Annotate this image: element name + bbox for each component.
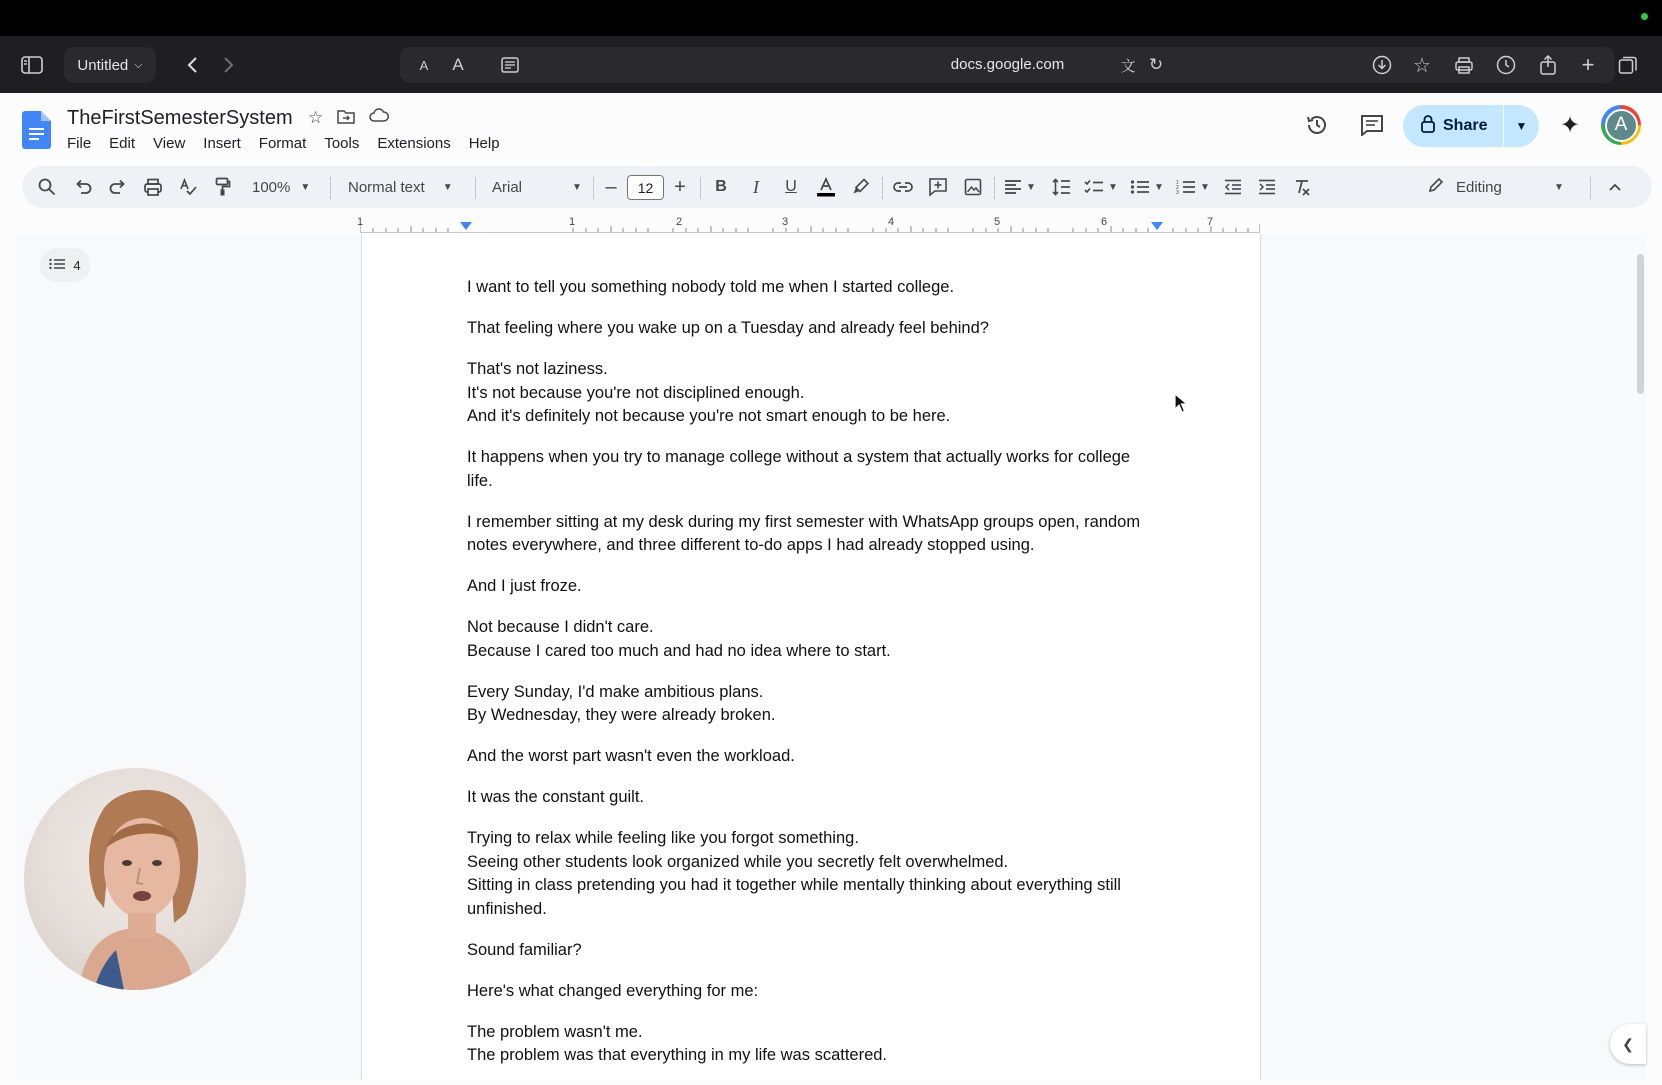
align-caret-icon: ▼ (1026, 181, 1036, 193)
doc-line: Every Sunday, I'd make ambitious plans. (467, 682, 764, 701)
underline-icon[interactable]: U (785, 178, 797, 195)
doc-paragraph[interactable] (467, 939, 1147, 963)
doc-line: And I just froze. (467, 577, 582, 595)
ruler-number: 1 (356, 216, 364, 228)
text-color-icon[interactable] (811, 166, 841, 208)
doc-line: The problem was that everything in my life was scattered. (467, 1046, 888, 1064)
docs-header (0, 93, 1662, 167)
share-label: Share (1443, 117, 1488, 134)
new-tab-icon[interactable]: + (1581, 52, 1595, 77)
gemini-spark-icon[interactable]: ✦ (1559, 111, 1581, 139)
vertical-scrollbar[interactable] (1637, 254, 1644, 394)
print-icon[interactable] (1450, 51, 1478, 79)
spellcheck-icon[interactable] (173, 166, 203, 208)
doc-line: Because I cared too much and had no idea where to start. (467, 641, 891, 660)
lock-icon (1421, 115, 1435, 138)
chevron-down-icon: ⌵ (134, 58, 143, 71)
increase-font-size-icon[interactable]: + (674, 175, 686, 198)
doc-line: By Wednesday, they were already broken. (467, 706, 776, 724)
toolbar-divider (475, 177, 476, 199)
font-smaller-button[interactable]: A (419, 57, 429, 73)
doc-line: It was the constant guilt. (467, 788, 645, 806)
left-indent-marker[interactable] (460, 222, 472, 230)
comments-icon[interactable] (1357, 110, 1387, 140)
bookmark-star-icon[interactable]: ☆ (1413, 54, 1431, 77)
doc-line: And it's definitely not because you're not smart enough to be here. (467, 407, 951, 425)
doc-paragraph[interactable] (467, 511, 1147, 558)
document-outline-button[interactable] (40, 248, 90, 282)
ruler-number: 3 (781, 216, 789, 228)
numbered-list-select[interactable] (1172, 166, 1214, 208)
menu-view[interactable]: View (153, 135, 186, 152)
paint-format-icon[interactable] (208, 166, 238, 208)
document-body[interactable] (467, 276, 1147, 1085)
forward-icon[interactable] (215, 51, 243, 79)
checklist-caret-icon: ▼ (1108, 181, 1118, 193)
doc-line: The problem wasn't me. (467, 1022, 643, 1041)
tab-group-label: Untitled (77, 56, 129, 74)
share-sheet-icon[interactable] (1534, 51, 1562, 79)
toolbar-divider (700, 177, 701, 199)
doc-paragraph[interactable] (467, 1021, 1147, 1068)
menu-file[interactable]: File (67, 135, 92, 152)
bulleted-caret-icon: ▼ (1154, 181, 1164, 193)
doc-paragraph[interactable] (467, 276, 1147, 300)
doc-paragraph[interactable] (467, 616, 1147, 663)
insert-image-icon[interactable] (958, 166, 988, 208)
toolbar-divider (330, 177, 331, 199)
paragraph-style-select[interactable] (348, 166, 453, 208)
doc-line: Trying to relax while feeling like you forgot something. (467, 829, 859, 847)
ruler-number: 7 (1206, 216, 1214, 228)
editing-mode-value: Editing (1456, 178, 1502, 196)
menu-tools[interactable]: Tools (324, 135, 360, 152)
ruler-number: 2 (675, 216, 683, 228)
doc-paragraph[interactable] (467, 786, 1147, 810)
menu-insert[interactable]: Insert (203, 135, 241, 152)
doc-paragraph[interactable] (467, 446, 1147, 493)
doc-line: It happens when you try to manage college without a system that actually works for college life. (467, 448, 1131, 490)
line-spacing-icon[interactable] (1046, 166, 1076, 208)
italic-icon[interactable]: I (753, 176, 759, 197)
editing-caret-icon: ▼ (1554, 181, 1564, 193)
doc-line: I remember sitting at my desk during my first semester with WhatsApp groups open, random notes everywhere, and three different to-do apps I had already stopped using. (467, 512, 1141, 554)
menu-extensions[interactable]: Extensions (377, 135, 451, 152)
font-caret-icon: ▼ (572, 181, 582, 193)
doc-line: And the worst part wasn't even the workload. (467, 747, 795, 765)
browser-toolbar (0, 36, 1662, 93)
ruler-number: 5 (993, 216, 1001, 228)
align-select[interactable] (1000, 166, 1040, 208)
font-value: Arial (492, 178, 523, 196)
highlight-color-icon[interactable] (846, 166, 876, 208)
doc-paragraph[interactable] (467, 358, 1147, 429)
doc-line: I want to tell you something nobody told me when I started college. (467, 278, 955, 296)
undo-icon[interactable] (68, 166, 98, 208)
document-canvas (16, 234, 1646, 1080)
history-icon[interactable] (1492, 51, 1520, 79)
reload-icon[interactable]: ↻ (1148, 55, 1164, 74)
increase-indent-icon[interactable] (1252, 166, 1282, 208)
pencil-icon (1428, 177, 1444, 197)
style-caret-icon: ▼ (442, 181, 453, 193)
move-folder-icon[interactable] (337, 108, 355, 129)
checklist-select[interactable] (1080, 166, 1122, 208)
google-docs-logo-icon[interactable] (22, 111, 51, 149)
os-menu-bar (0, 0, 1662, 36)
doc-line: Not because I didn't care. (467, 618, 654, 636)
svg-text:2: 2 (1176, 185, 1179, 191)
avatar-letter: A (1605, 109, 1638, 142)
hide-menus-icon[interactable] (1600, 166, 1630, 208)
list-icon (49, 258, 65, 273)
doc-paragraph[interactable] (467, 575, 1147, 599)
toolbar-divider (1590, 177, 1591, 199)
account-avatar[interactable] (1601, 105, 1641, 145)
outline-count: 4 (73, 257, 81, 273)
menu-edit[interactable]: Edit (109, 135, 136, 152)
bold-icon[interactable]: B (715, 178, 727, 195)
tab-overview-icon[interactable] (1614, 51, 1642, 79)
url-text: docs.google.com (950, 56, 1065, 73)
ruler-number: 6 (1100, 216, 1108, 228)
translate-icon[interactable]: 文 (1120, 57, 1136, 75)
toolbar-divider (882, 177, 883, 199)
ruler-ticks (360, 212, 1260, 234)
toolbar-divider (593, 177, 594, 199)
font-larger-button[interactable]: A (452, 55, 464, 74)
back-icon[interactable] (178, 51, 206, 79)
document-page[interactable] (361, 234, 1261, 1080)
decrease-font-size-icon[interactable]: – (605, 175, 617, 198)
doc-paragraph[interactable] (467, 980, 1147, 1004)
ruler-number: 4 (887, 216, 895, 228)
tab-group-button[interactable] (64, 47, 156, 83)
sidebar-toggle-icon[interactable] (18, 51, 46, 79)
toolbar-divider (994, 177, 995, 199)
editing-mode-select[interactable] (1428, 166, 1564, 208)
numbered-caret-icon: ▼ (1200, 181, 1210, 193)
clear-formatting-icon[interactable] (1287, 166, 1317, 208)
download-icon[interactable] (1368, 51, 1396, 79)
add-comment-icon[interactable] (923, 166, 953, 208)
doc-line: That's not laziness. (467, 360, 608, 378)
version-history-icon[interactable] (1302, 110, 1332, 140)
side-panel-toggle-icon[interactable]: ❮ (1610, 1024, 1646, 1064)
doc-paragraph[interactable] (467, 317, 1147, 341)
svg-text:3: 3 (1176, 190, 1179, 195)
doc-paragraph[interactable] (467, 681, 1147, 728)
doc-line: Sound familiar? (467, 940, 582, 959)
zoom-caret-icon: ▼ (300, 181, 311, 193)
font-select[interactable] (492, 166, 582, 208)
svg-text:1: 1 (1176, 180, 1179, 186)
doc-line: It's not because you're not disciplined enough. (467, 383, 805, 402)
decrease-indent-icon[interactable] (1218, 166, 1248, 208)
docs-menubar (67, 135, 518, 152)
cloud-saved-icon[interactable] (369, 108, 389, 129)
zoom-value: 100% (252, 178, 291, 196)
redo-icon[interactable] (103, 166, 133, 208)
font-size-input[interactable]: 12 (627, 175, 664, 200)
camera-indicator-icon (1641, 13, 1648, 20)
zoom-select[interactable] (252, 166, 310, 208)
doc-line: That feeling where you wake up on a Tuesday and already feel behind? (467, 319, 989, 337)
doc-paragraph[interactable] (467, 827, 1147, 921)
horizontal-ruler[interactable] (356, 212, 1260, 234)
document-title[interactable]: TheFirstSemesterSystem (67, 107, 293, 129)
bulleted-list-select[interactable] (1126, 166, 1168, 208)
menu-format[interactable]: Format (258, 135, 307, 152)
menu-help[interactable]: Help (468, 135, 500, 152)
doc-line: Sitting in class pretending you had it together while mentally thinking about everything still unfinished. (467, 876, 1121, 918)
print-doc-icon[interactable] (138, 166, 168, 208)
insert-link-icon[interactable] (888, 166, 918, 208)
doc-line: Seeing other students look organized while you secretly felt overwhelmed. (467, 852, 1009, 871)
formatting-toolbar (22, 166, 1652, 208)
doc-line: Here's what changed everything for me: (467, 981, 759, 1000)
star-icon[interactable]: ☆ (308, 108, 324, 127)
doc-paragraph[interactable] (467, 745, 1147, 769)
share-button[interactable] (1403, 105, 1539, 147)
right-indent-marker[interactable] (1151, 222, 1163, 230)
ruler-number: 1 (568, 216, 576, 228)
share-dropdown-icon[interactable]: ▼ (1515, 119, 1528, 133)
paragraph-style-value: Normal text (348, 178, 425, 196)
webcam-overlay (24, 768, 246, 990)
search-menus-icon[interactable] (32, 166, 62, 208)
mouse-cursor-icon (1174, 393, 1188, 418)
